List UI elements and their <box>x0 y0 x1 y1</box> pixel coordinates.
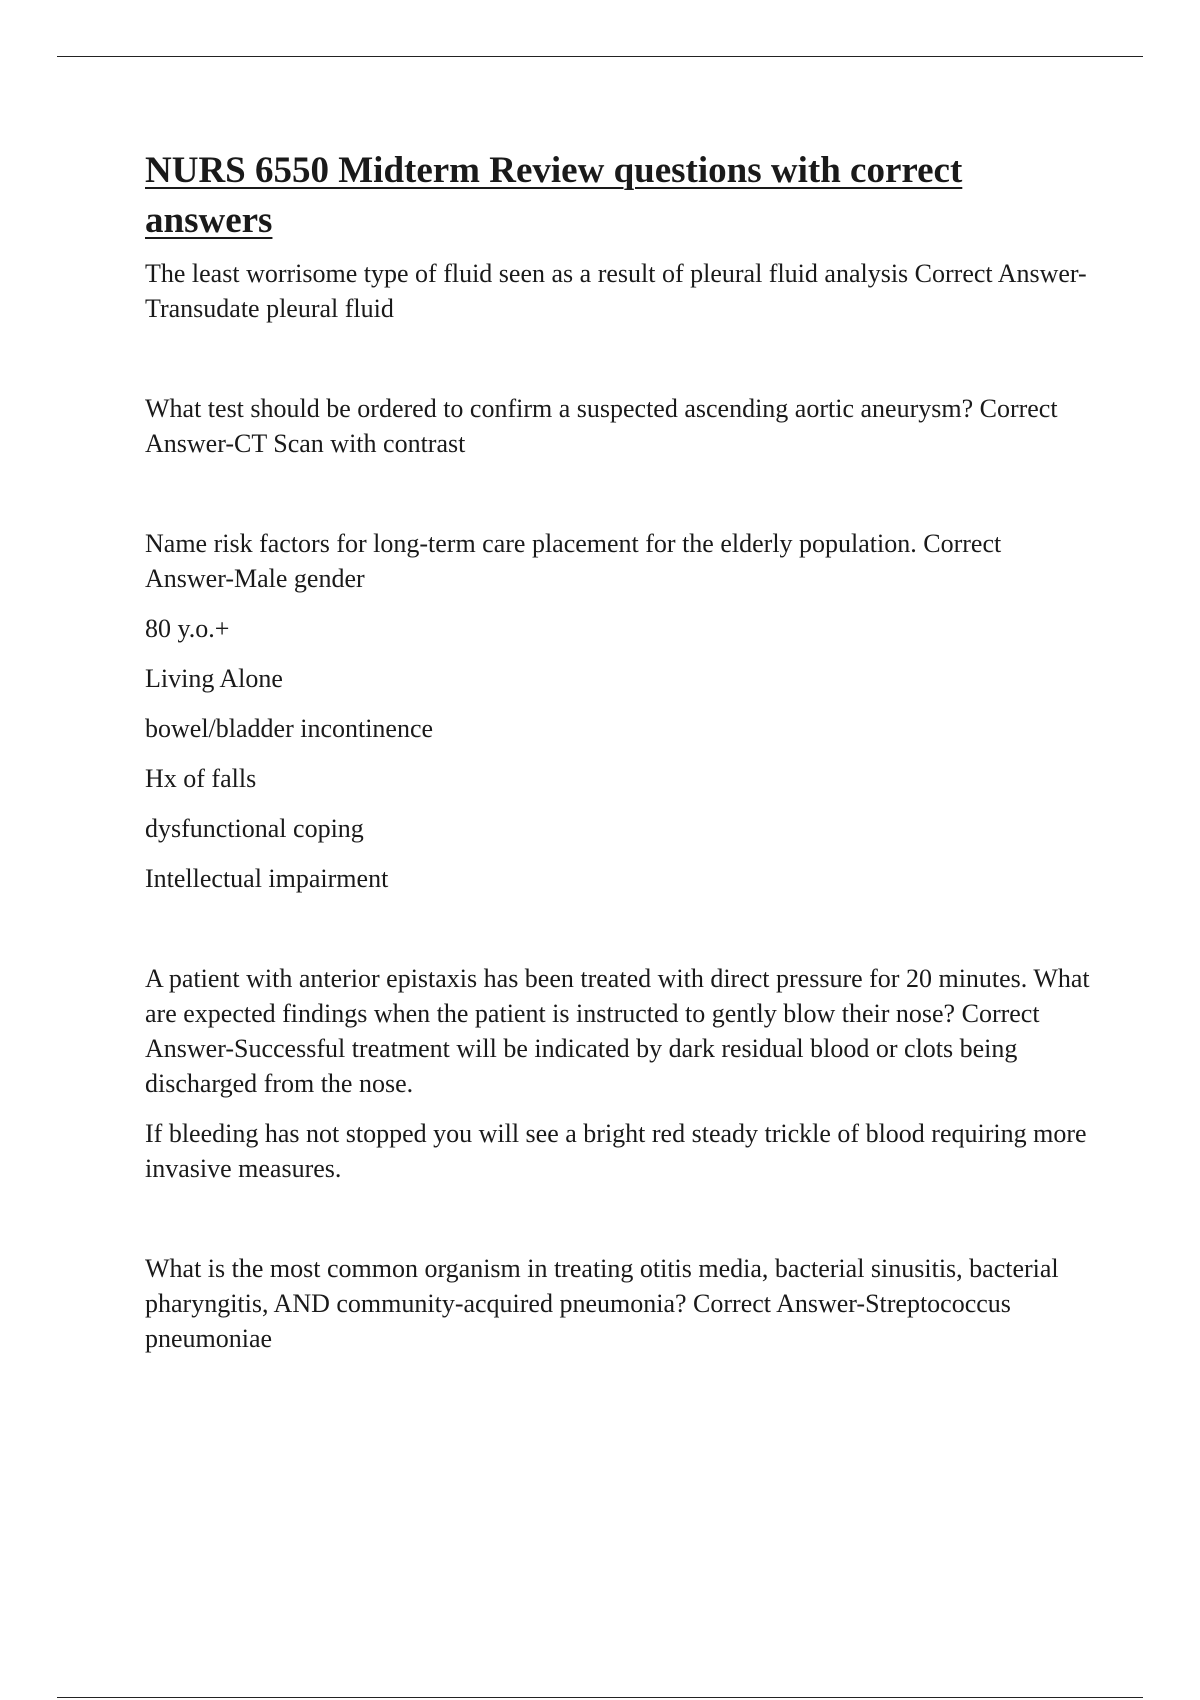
answer-list-item: Intellectual impairment <box>145 864 389 893</box>
qa-question-3: Name risk factors for long-term care placement for the elderly population. Correct Answer-Male gender <box>145 529 1002 593</box>
answer-list-item: 80 y.o.+ <box>145 614 230 643</box>
qa-block-1 <box>145 256 1095 326</box>
qa-question-4: A patient with anterior epistaxis has been treated with direct pressure for 20 minutes. What are expected findings when the patient is instructed to gently blow their nose? Correct Answer-Successful treatment will be indicated by dark residual blood or clots being discharged from the nose. <box>145 964 1090 1098</box>
bottom-divider <box>57 1697 1143 1698</box>
qa-block-3 <box>145 526 1095 896</box>
qa-question-1: The least worrisome type of fluid seen as a result of pleural fluid analysis Correct Answer-Transudate pleural fluid <box>145 259 1087 323</box>
answer-list-item: Living Alone <box>145 664 283 693</box>
qa-answer-note: If bleeding has not stopped you will see a bright red steady trickle of blood requiring more invasive measures. <box>145 1119 1087 1183</box>
qa-block-2 <box>145 391 1095 461</box>
answer-list-item: dysfunctional coping <box>145 814 364 843</box>
qa-block-5 <box>145 1251 1095 1356</box>
answer-list-item: Hx of falls <box>145 764 257 793</box>
qa-question-2: What test should be ordered to confirm a suspected ascending aortic aneurysm? Correct Answer-CT Scan with contrast <box>145 394 1058 458</box>
qa-question-5: What is the most common organism in treating otitis media, bacterial sinusitis, bacterial pharyngitis, AND community-acquired pneumonia? Correct Answer-Streptococcus pneumoniae <box>145 1254 1059 1353</box>
document-body <box>145 146 1095 1356</box>
top-divider <box>57 56 1143 57</box>
document-title: NURS 6550 Midterm Review questions with correct answers <box>145 150 963 241</box>
qa-block-4 <box>145 961 1095 1186</box>
answer-list-item: bowel/bladder incontinence <box>145 714 434 743</box>
